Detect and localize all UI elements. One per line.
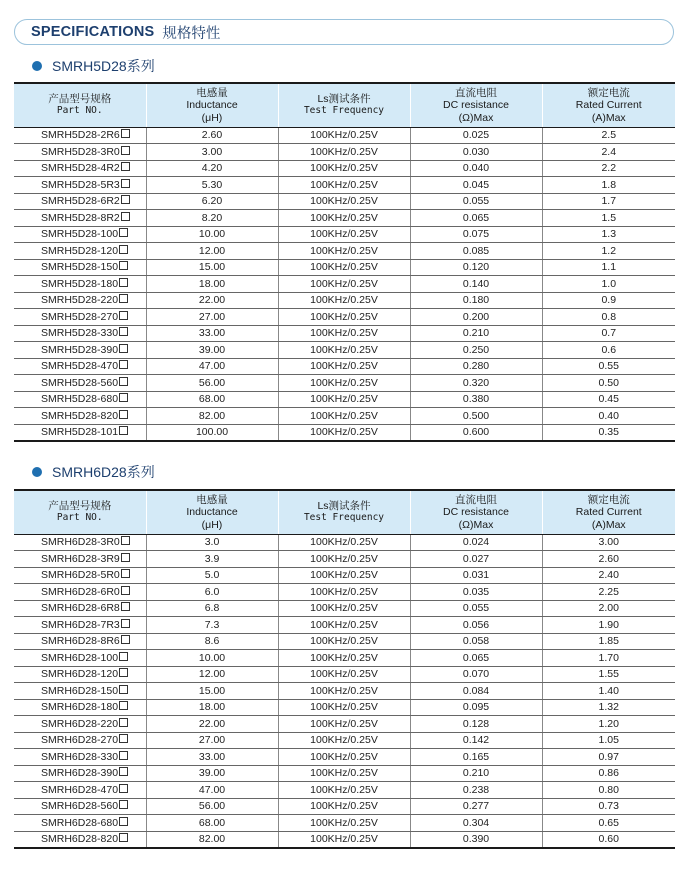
section-heading-smrh6d28 — [32, 462, 155, 482]
table-row — [14, 391, 675, 408]
suffix-box-icon — [121, 553, 130, 562]
suffix-box-icon — [119, 344, 128, 353]
table-row — [14, 193, 675, 210]
series-title: SMRH6D28系列 — [52, 464, 155, 480]
rated-current-cell: 0.8 — [542, 309, 675, 326]
inductance-cell: 18.00 — [146, 699, 278, 716]
dc-resistance-cell: 0.128 — [410, 716, 542, 733]
suffix-box-icon — [119, 278, 128, 287]
inductance-cell: 12.00 — [146, 243, 278, 260]
test-frequency-cell: 100KHz/0.25V — [278, 177, 410, 194]
suffix-box-icon — [119, 701, 128, 710]
suffix-box-icon — [119, 410, 128, 419]
table-row — [14, 243, 675, 260]
inductance-cell: 10.00 — [146, 650, 278, 667]
test-frequency-cell: 100KHz/0.25V — [278, 617, 410, 634]
rated-current-cell: 2.5 — [542, 127, 675, 144]
suffix-box-icon — [119, 685, 128, 694]
table-row — [14, 160, 675, 177]
part-number-cell: SMRH5D28-120 — [14, 243, 146, 260]
test-frequency-cell: 100KHz/0.25V — [278, 160, 410, 177]
part-number-cell: SMRH6D28-150 — [14, 683, 146, 700]
part-number-cell: SMRH5D28-470 — [14, 358, 146, 375]
dc-resistance-cell: 0.085 — [410, 243, 542, 260]
rated-current-cell: 0.35 — [542, 424, 675, 441]
inductance-cell: 3.0 — [146, 534, 278, 551]
suffix-box-icon — [119, 377, 128, 386]
table-row — [14, 782, 675, 799]
dc-resistance-cell: 0.025 — [410, 127, 542, 144]
test-frequency-cell: 100KHz/0.25V — [278, 749, 410, 766]
dc-resistance-cell: 0.024 — [410, 534, 542, 551]
test-frequency-cell: 100KHz/0.25V — [278, 144, 410, 161]
inductance-cell: 8.6 — [146, 633, 278, 650]
rated-current-cell: 0.60 — [542, 831, 675, 848]
suffix-box-icon — [119, 652, 128, 661]
test-frequency-cell: 100KHz/0.25V — [278, 210, 410, 227]
dc-resistance-cell: 0.045 — [410, 177, 542, 194]
table-header-row — [14, 83, 675, 127]
table-row — [14, 534, 675, 551]
spec-table-smrh6d28 — [14, 489, 675, 849]
test-frequency-cell: 100KHz/0.25V — [278, 798, 410, 815]
part-number-cell: SMRH6D28-3R9 — [14, 551, 146, 568]
dc-resistance-cell: 0.065 — [410, 210, 542, 227]
inductance-cell: 68.00 — [146, 391, 278, 408]
dc-resistance-cell: 0.210 — [410, 325, 542, 342]
table-row — [14, 699, 675, 716]
test-frequency-cell: 100KHz/0.25V — [278, 276, 410, 293]
rated-current-cell: 1.5 — [542, 210, 675, 227]
inductance-cell: 4.20 — [146, 160, 278, 177]
table-row — [14, 358, 675, 375]
inductance-cell: 5.30 — [146, 177, 278, 194]
inductance-cell: 3.00 — [146, 144, 278, 161]
suffix-box-icon — [121, 195, 130, 204]
dc-resistance-cell: 0.142 — [410, 732, 542, 749]
inductance-cell: 68.00 — [146, 815, 278, 832]
inductance-cell: 22.00 — [146, 292, 278, 309]
rated-current-cell: 2.2 — [542, 160, 675, 177]
part-number-cell: SMRH6D28-7R3 — [14, 617, 146, 634]
part-number-cell: SMRH5D28-101 — [14, 424, 146, 441]
inductance-cell: 6.20 — [146, 193, 278, 210]
suffix-box-icon — [121, 212, 130, 221]
rated-current-cell: 2.00 — [542, 600, 675, 617]
table-row — [14, 617, 675, 634]
suffix-box-icon — [119, 245, 128, 254]
header-part-no: 产品型号规格 Part NO. — [14, 490, 146, 534]
part-number-cell: SMRH5D28-5R3 — [14, 177, 146, 194]
header-test-frequency: Ls测试条件 Test Frequency — [278, 490, 410, 534]
suffix-box-icon — [121, 602, 130, 611]
part-number-cell: SMRH6D28-5R0 — [14, 567, 146, 584]
table-row — [14, 259, 675, 276]
table-row — [14, 831, 675, 848]
test-frequency-cell: 100KHz/0.25V — [278, 831, 410, 848]
inductance-cell: 6.8 — [146, 600, 278, 617]
dc-resistance-cell: 0.390 — [410, 831, 542, 848]
table-row — [14, 666, 675, 683]
test-frequency-cell: 100KHz/0.25V — [278, 600, 410, 617]
suffix-box-icon — [119, 734, 128, 743]
header-dc-resistance: 直流电阻 DC resistance (Ω)Max — [410, 490, 542, 534]
dc-resistance-cell: 0.120 — [410, 259, 542, 276]
dc-resistance-cell: 0.280 — [410, 358, 542, 375]
part-number-cell: SMRH5D28-150 — [14, 259, 146, 276]
test-frequency-cell: 100KHz/0.25V — [278, 226, 410, 243]
part-number-cell: SMRH6D28-470 — [14, 782, 146, 799]
dc-resistance-cell: 0.320 — [410, 375, 542, 392]
header-inductance: 电感量 Inductance (μH) — [146, 83, 278, 127]
table-row — [14, 424, 675, 441]
rated-current-cell: 1.1 — [542, 259, 675, 276]
table-row — [14, 408, 675, 425]
header-rated-current: 额定电流 Rated Current (A)Max — [542, 83, 675, 127]
rated-current-cell: 0.80 — [542, 782, 675, 799]
inductance-cell: 7.3 — [146, 617, 278, 634]
part-number-cell: SMRH6D28-120 — [14, 666, 146, 683]
table-row — [14, 309, 675, 326]
table-row — [14, 551, 675, 568]
inductance-cell: 100.00 — [146, 424, 278, 441]
test-frequency-cell: 100KHz/0.25V — [278, 391, 410, 408]
rated-current-cell: 2.25 — [542, 584, 675, 601]
banner-title-en: SPECIFICATIONS — [31, 24, 155, 40]
table-header-row — [14, 490, 675, 534]
dc-resistance-cell: 0.600 — [410, 424, 542, 441]
test-frequency-cell: 100KHz/0.25V — [278, 193, 410, 210]
test-frequency-cell: 100KHz/0.25V — [278, 408, 410, 425]
part-number-cell: SMRH6D28-680 — [14, 815, 146, 832]
table-row — [14, 749, 675, 766]
rated-current-cell: 1.0 — [542, 276, 675, 293]
inductance-cell: 22.00 — [146, 716, 278, 733]
part-number-cell: SMRH5D28-6R2 — [14, 193, 146, 210]
part-number-cell: SMRH6D28-6R0 — [14, 584, 146, 601]
rated-current-cell: 1.8 — [542, 177, 675, 194]
part-number-cell: SMRH6D28-220 — [14, 716, 146, 733]
section-heading-smrh5d28 — [32, 56, 155, 76]
part-number-cell: SMRH6D28-330 — [14, 749, 146, 766]
rated-current-cell: 0.73 — [542, 798, 675, 815]
suffix-box-icon — [119, 393, 128, 402]
suffix-box-icon — [121, 146, 130, 155]
part-number-cell: SMRH5D28-3R0 — [14, 144, 146, 161]
table-row — [14, 798, 675, 815]
inductance-cell: 33.00 — [146, 749, 278, 766]
dc-resistance-cell: 0.140 — [410, 276, 542, 293]
dc-resistance-cell: 0.500 — [410, 408, 542, 425]
rated-current-cell: 0.40 — [542, 408, 675, 425]
part-number-cell: SMRH6D28-820 — [14, 831, 146, 848]
test-frequency-cell: 100KHz/0.25V — [278, 732, 410, 749]
test-frequency-cell: 100KHz/0.25V — [278, 259, 410, 276]
table-row — [14, 210, 675, 227]
dc-resistance-cell: 0.065 — [410, 650, 542, 667]
suffix-box-icon — [121, 586, 130, 595]
rated-current-cell: 3.00 — [542, 534, 675, 551]
header-rated-current: 额定电流 Rated Current (A)Max — [542, 490, 675, 534]
dc-resistance-cell: 0.250 — [410, 342, 542, 359]
header-test-frequency: Ls测试条件 Test Frequency — [278, 83, 410, 127]
table-row — [14, 584, 675, 601]
specifications-banner — [14, 19, 674, 45]
rated-current-cell: 0.6 — [542, 342, 675, 359]
dc-resistance-cell: 0.070 — [410, 666, 542, 683]
test-frequency-cell: 100KHz/0.25V — [278, 567, 410, 584]
rated-current-cell: 1.70 — [542, 650, 675, 667]
dc-resistance-cell: 0.031 — [410, 567, 542, 584]
test-frequency-cell: 100KHz/0.25V — [278, 534, 410, 551]
test-frequency-cell: 100KHz/0.25V — [278, 650, 410, 667]
part-number-cell: SMRH6D28-100 — [14, 650, 146, 667]
part-number-cell: SMRH5D28-180 — [14, 276, 146, 293]
rated-current-cell: 0.7 — [542, 325, 675, 342]
part-number-cell: SMRH6D28-8R6 — [14, 633, 146, 650]
test-frequency-cell: 100KHz/0.25V — [278, 815, 410, 832]
dc-resistance-cell: 0.180 — [410, 292, 542, 309]
table-row — [14, 567, 675, 584]
test-frequency-cell: 100KHz/0.25V — [278, 683, 410, 700]
dc-resistance-cell: 0.040 — [410, 160, 542, 177]
test-frequency-cell: 100KHz/0.25V — [278, 584, 410, 601]
part-number-cell: SMRH6D28-560 — [14, 798, 146, 815]
suffix-box-icon — [119, 294, 128, 303]
table-row — [14, 600, 675, 617]
inductance-cell: 3.9 — [146, 551, 278, 568]
inductance-cell: 27.00 — [146, 732, 278, 749]
inductance-cell: 39.00 — [146, 342, 278, 359]
dc-resistance-cell: 0.200 — [410, 309, 542, 326]
table-row — [14, 732, 675, 749]
dc-resistance-cell: 0.035 — [410, 584, 542, 601]
table-row — [14, 716, 675, 733]
part-number-cell: SMRH5D28-4R2 — [14, 160, 146, 177]
dc-resistance-cell: 0.304 — [410, 815, 542, 832]
table-row — [14, 127, 675, 144]
dc-resistance-cell: 0.084 — [410, 683, 542, 700]
inductance-cell: 12.00 — [146, 666, 278, 683]
rated-current-cell: 1.2 — [542, 243, 675, 260]
dc-resistance-cell: 0.210 — [410, 765, 542, 782]
suffix-box-icon — [121, 536, 130, 545]
test-frequency-cell: 100KHz/0.25V — [278, 716, 410, 733]
spec-table-smrh5d28 — [14, 82, 675, 442]
table-row — [14, 683, 675, 700]
part-number-cell: SMRH6D28-390 — [14, 765, 146, 782]
part-number-cell: SMRH5D28-2R6 — [14, 127, 146, 144]
part-number-cell: SMRH5D28-680 — [14, 391, 146, 408]
suffix-box-icon — [119, 784, 128, 793]
inductance-cell: 2.60 — [146, 127, 278, 144]
inductance-cell: 5.0 — [146, 567, 278, 584]
suffix-box-icon — [121, 635, 130, 644]
dc-resistance-cell: 0.030 — [410, 144, 542, 161]
test-frequency-cell: 100KHz/0.25V — [278, 551, 410, 568]
test-frequency-cell: 100KHz/0.25V — [278, 309, 410, 326]
part-number-cell: SMRH5D28-390 — [14, 342, 146, 359]
suffix-box-icon — [119, 668, 128, 677]
suffix-box-icon — [119, 426, 128, 435]
dc-resistance-cell: 0.055 — [410, 600, 542, 617]
test-frequency-cell: 100KHz/0.25V — [278, 765, 410, 782]
part-number-cell: SMRH5D28-270 — [14, 309, 146, 326]
inductance-cell: 39.00 — [146, 765, 278, 782]
inductance-cell: 33.00 — [146, 325, 278, 342]
part-number-cell: SMRH6D28-270 — [14, 732, 146, 749]
inductance-cell: 47.00 — [146, 782, 278, 799]
inductance-cell: 56.00 — [146, 375, 278, 392]
rated-current-cell: 1.90 — [542, 617, 675, 634]
inductance-cell: 82.00 — [146, 831, 278, 848]
rated-current-cell: 1.05 — [542, 732, 675, 749]
rated-current-cell: 0.45 — [542, 391, 675, 408]
suffix-box-icon — [119, 311, 128, 320]
table-row — [14, 276, 675, 293]
inductance-cell: 47.00 — [146, 358, 278, 375]
part-number-cell: SMRH6D28-3R0 — [14, 534, 146, 551]
suffix-box-icon — [119, 751, 128, 760]
suffix-box-icon — [121, 162, 130, 171]
dc-resistance-cell: 0.027 — [410, 551, 542, 568]
part-number-cell: SMRH5D28-220 — [14, 292, 146, 309]
dc-resistance-cell: 0.095 — [410, 699, 542, 716]
test-frequency-cell: 100KHz/0.25V — [278, 666, 410, 683]
table-row — [14, 650, 675, 667]
inductance-cell: 56.00 — [146, 798, 278, 815]
inductance-cell: 6.0 — [146, 584, 278, 601]
dc-resistance-cell: 0.165 — [410, 749, 542, 766]
rated-current-cell: 1.40 — [542, 683, 675, 700]
suffix-box-icon — [121, 569, 130, 578]
part-number-cell: SMRH6D28-6R8 — [14, 600, 146, 617]
suffix-box-icon — [121, 129, 130, 138]
dc-resistance-cell: 0.058 — [410, 633, 542, 650]
dc-resistance-cell: 0.238 — [410, 782, 542, 799]
dc-resistance-cell: 0.277 — [410, 798, 542, 815]
test-frequency-cell: 100KHz/0.25V — [278, 424, 410, 441]
dc-resistance-cell: 0.380 — [410, 391, 542, 408]
table-row — [14, 815, 675, 832]
inductance-cell: 82.00 — [146, 408, 278, 425]
header-dc-resistance: 直流电阻 DC resistance (Ω)Max — [410, 83, 542, 127]
rated-current-cell: 1.3 — [542, 226, 675, 243]
part-number-cell: SMRH5D28-8R2 — [14, 210, 146, 227]
test-frequency-cell: 100KHz/0.25V — [278, 342, 410, 359]
header-part-no: 产品型号规格 Part NO. — [14, 83, 146, 127]
part-number-cell: SMRH5D28-820 — [14, 408, 146, 425]
inductance-cell: 8.20 — [146, 210, 278, 227]
header-inductance: 电感量 Inductance (μH) — [146, 490, 278, 534]
suffix-box-icon — [119, 261, 128, 270]
rated-current-cell: 1.7 — [542, 193, 675, 210]
rated-current-cell: 2.4 — [542, 144, 675, 161]
suffix-box-icon — [119, 228, 128, 237]
test-frequency-cell: 100KHz/0.25V — [278, 243, 410, 260]
rated-current-cell: 0.86 — [542, 765, 675, 782]
table-row — [14, 765, 675, 782]
suffix-box-icon — [119, 360, 128, 369]
rated-current-cell: 2.40 — [542, 567, 675, 584]
part-number-cell: SMRH5D28-100 — [14, 226, 146, 243]
rated-current-cell: 0.50 — [542, 375, 675, 392]
banner-title-cn: 规格特性 — [162, 25, 221, 42]
test-frequency-cell: 100KHz/0.25V — [278, 358, 410, 375]
suffix-box-icon — [119, 718, 128, 727]
rated-current-cell: 1.32 — [542, 699, 675, 716]
rated-current-cell: 2.60 — [542, 551, 675, 568]
rated-current-cell: 0.55 — [542, 358, 675, 375]
table-row — [14, 325, 675, 342]
part-number-cell: SMRH6D28-180 — [14, 699, 146, 716]
test-frequency-cell: 100KHz/0.25V — [278, 292, 410, 309]
dc-resistance-cell: 0.056 — [410, 617, 542, 634]
series-title: SMRH5D28系列 — [52, 58, 155, 74]
rated-current-cell: 1.85 — [542, 633, 675, 650]
table-row — [14, 144, 675, 161]
inductance-cell: 15.00 — [146, 259, 278, 276]
suffix-box-icon — [119, 833, 128, 842]
test-frequency-cell: 100KHz/0.25V — [278, 375, 410, 392]
table-row — [14, 633, 675, 650]
rated-current-cell: 1.55 — [542, 666, 675, 683]
bullet-dot-icon — [32, 467, 42, 477]
table-row — [14, 226, 675, 243]
rated-current-cell: 1.20 — [542, 716, 675, 733]
test-frequency-cell: 100KHz/0.25V — [278, 699, 410, 716]
suffix-box-icon — [121, 179, 130, 188]
dc-resistance-cell: 0.055 — [410, 193, 542, 210]
suffix-box-icon — [119, 817, 128, 826]
rated-current-cell: 0.65 — [542, 815, 675, 832]
inductance-cell: 10.00 — [146, 226, 278, 243]
suffix-box-icon — [121, 619, 130, 628]
suffix-box-icon — [119, 800, 128, 809]
rated-current-cell: 0.9 — [542, 292, 675, 309]
part-number-cell: SMRH5D28-560 — [14, 375, 146, 392]
table-row — [14, 177, 675, 194]
suffix-box-icon — [119, 327, 128, 336]
inductance-cell: 27.00 — [146, 309, 278, 326]
test-frequency-cell: 100KHz/0.25V — [278, 782, 410, 799]
test-frequency-cell: 100KHz/0.25V — [278, 127, 410, 144]
suffix-box-icon — [119, 767, 128, 776]
part-number-cell: SMRH5D28-330 — [14, 325, 146, 342]
rated-current-cell: 0.97 — [542, 749, 675, 766]
test-frequency-cell: 100KHz/0.25V — [278, 633, 410, 650]
table-row — [14, 342, 675, 359]
table-row — [14, 375, 675, 392]
bullet-dot-icon — [32, 61, 42, 71]
dc-resistance-cell: 0.075 — [410, 226, 542, 243]
test-frequency-cell: 100KHz/0.25V — [278, 325, 410, 342]
inductance-cell: 18.00 — [146, 276, 278, 293]
table-row — [14, 292, 675, 309]
inductance-cell: 15.00 — [146, 683, 278, 700]
